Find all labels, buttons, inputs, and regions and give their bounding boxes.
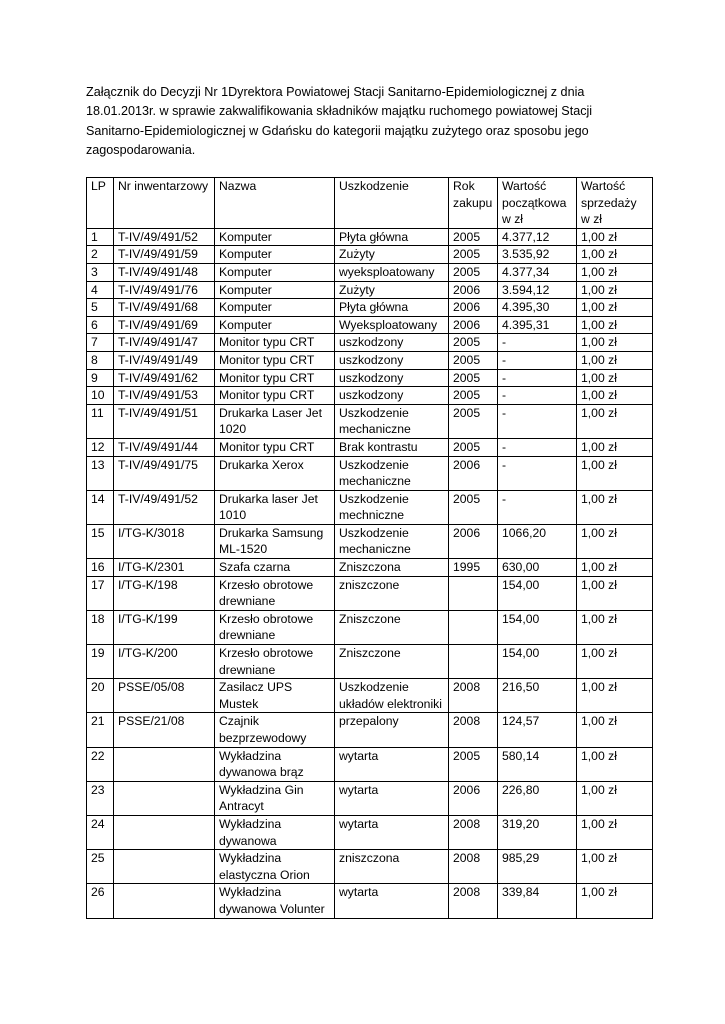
cell-nazwa: Komputer bbox=[215, 281, 335, 299]
cell-wartosc-sprzedazy: 1,00 zł bbox=[577, 781, 653, 815]
cell-nr: PSSE/05/08 bbox=[114, 679, 215, 713]
table-row bbox=[87, 387, 653, 405]
cell-lp: 17 bbox=[87, 576, 114, 610]
table-row bbox=[87, 713, 653, 747]
cell-uszkodzenie: wytarta bbox=[335, 884, 449, 918]
cell-uszkodzenie: wytarta bbox=[335, 815, 449, 849]
cell-nazwa: Monitor typu CRT bbox=[215, 334, 335, 352]
table-row bbox=[87, 456, 653, 490]
cell-lp: 26 bbox=[87, 884, 114, 918]
cell-rok: 2005 bbox=[449, 228, 498, 246]
header-row bbox=[87, 178, 653, 229]
table-row bbox=[87, 850, 653, 884]
cell-nr: T-IV/49/491/44 bbox=[114, 438, 215, 456]
cell-uszkodzenie: Wyeksploatowany bbox=[335, 316, 449, 334]
cell-nazwa: Komputer bbox=[215, 263, 335, 281]
cell-wartosc-sprzedazy: 1,00 zł bbox=[577, 369, 653, 387]
cell-nazwa: Zasilacz UPS Mustek bbox=[215, 679, 335, 713]
cell-rok: 2008 bbox=[449, 884, 498, 918]
cell-rok bbox=[449, 645, 498, 679]
cell-lp: 2 bbox=[87, 246, 114, 264]
table-row bbox=[87, 351, 653, 369]
cell-nr: I/TG-K/198 bbox=[114, 576, 215, 610]
cell-nazwa: Drukarka laser Jet 1010 bbox=[215, 490, 335, 524]
cell-rok: 2005 bbox=[449, 351, 498, 369]
cell-rok: 2006 bbox=[449, 781, 498, 815]
cell-nr: T-IV/49/491/69 bbox=[114, 316, 215, 334]
cell-nr: T-IV/49/491/49 bbox=[114, 351, 215, 369]
cell-lp: 11 bbox=[87, 404, 114, 438]
cell-lp: 13 bbox=[87, 456, 114, 490]
cell-nr: T-IV/49/491/76 bbox=[114, 281, 215, 299]
cell-wartosc-sprzedazy: 1,00 zł bbox=[577, 713, 653, 747]
cell-uszkodzenie: Brak kontrastu bbox=[335, 438, 449, 456]
cell-rok: 2006 bbox=[449, 281, 498, 299]
cell-uszkodzenie: wytarta bbox=[335, 781, 449, 815]
cell-lp: 7 bbox=[87, 334, 114, 352]
cell-nr: T-IV/49/491/62 bbox=[114, 369, 215, 387]
cell-wartosc-sprzedazy: 1,00 zł bbox=[577, 679, 653, 713]
cell-wartosc-poczatkowa: 319,20 bbox=[498, 815, 577, 849]
cell-lp: 8 bbox=[87, 351, 114, 369]
cell-rok: 2005 bbox=[449, 490, 498, 524]
table-body bbox=[87, 228, 653, 918]
cell-wartosc-poczatkowa: 154,00 bbox=[498, 645, 577, 679]
cell-lp: 18 bbox=[87, 610, 114, 644]
cell-lp: 14 bbox=[87, 490, 114, 524]
header-rok: Rok zakupu bbox=[449, 178, 498, 229]
cell-rok: 2005 bbox=[449, 246, 498, 264]
cell-wartosc-sprzedazy: 1,00 zł bbox=[577, 645, 653, 679]
cell-wartosc-poczatkowa: - bbox=[498, 438, 577, 456]
cell-wartosc-sprzedazy: 1,00 zł bbox=[577, 387, 653, 405]
header-uszkodzenie: Uszkodzenie bbox=[335, 178, 449, 229]
cell-wartosc-poczatkowa: 124,57 bbox=[498, 713, 577, 747]
cell-nazwa: Komputer bbox=[215, 299, 335, 317]
cell-nazwa: Drukarka Samsung ML-1520 bbox=[215, 524, 335, 558]
cell-wartosc-sprzedazy: 1,00 zł bbox=[577, 263, 653, 281]
cell-uszkodzenie: zniszczona bbox=[335, 850, 449, 884]
cell-lp: 22 bbox=[87, 747, 114, 781]
cell-wartosc-sprzedazy: 1,00 zł bbox=[577, 246, 653, 264]
cell-lp: 6 bbox=[87, 316, 114, 334]
cell-nazwa: Wykładzina elastyczna Orion bbox=[215, 850, 335, 884]
cell-wartosc-poczatkowa: 339,84 bbox=[498, 884, 577, 918]
cell-uszkodzenie: Uszkodzenie układów elektroniki bbox=[335, 679, 449, 713]
table-row bbox=[87, 316, 653, 334]
cell-uszkodzenie: Zniszczone bbox=[335, 610, 449, 644]
cell-wartosc-poczatkowa: 226,80 bbox=[498, 781, 577, 815]
cell-nr: I/TG-K/3018 bbox=[114, 524, 215, 558]
cell-lp: 3 bbox=[87, 263, 114, 281]
table-row bbox=[87, 246, 653, 264]
cell-uszkodzenie: wytarta bbox=[335, 747, 449, 781]
cell-wartosc-poczatkowa: 154,00 bbox=[498, 610, 577, 644]
cell-uszkodzenie: Uszkodzenie mechaniczne bbox=[335, 456, 449, 490]
table-row bbox=[87, 645, 653, 679]
cell-wartosc-poczatkowa: 580,14 bbox=[498, 747, 577, 781]
cell-rok: 2005 bbox=[449, 438, 498, 456]
cell-rok: 2008 bbox=[449, 815, 498, 849]
cell-uszkodzenie: Zużyty bbox=[335, 281, 449, 299]
cell-rok: 2005 bbox=[449, 404, 498, 438]
cell-nr: T-IV/49/491/47 bbox=[114, 334, 215, 352]
cell-nazwa: Monitor typu CRT bbox=[215, 387, 335, 405]
cell-nazwa: Wykładzina Gin Antracyt bbox=[215, 781, 335, 815]
cell-wartosc-sprzedazy: 1,00 zł bbox=[577, 815, 653, 849]
cell-uszkodzenie: uszkodzony bbox=[335, 334, 449, 352]
cell-rok: 2006 bbox=[449, 316, 498, 334]
table-row bbox=[87, 610, 653, 644]
table-row bbox=[87, 438, 653, 456]
cell-uszkodzenie: Zniszczone bbox=[335, 645, 449, 679]
cell-nazwa: Monitor typu CRT bbox=[215, 438, 335, 456]
header-wartosc-sprzedazy: Wartość sprzedaży w zł bbox=[577, 178, 653, 229]
cell-wartosc-sprzedazy: 1,00 zł bbox=[577, 351, 653, 369]
cell-wartosc-sprzedazy: 1,00 zł bbox=[577, 228, 653, 246]
cell-wartosc-sprzedazy: 1,00 zł bbox=[577, 404, 653, 438]
cell-uszkodzenie: Zniszczona bbox=[335, 559, 449, 577]
table-row bbox=[87, 334, 653, 352]
cell-uszkodzenie: Płyta główna bbox=[335, 299, 449, 317]
cell-rok bbox=[449, 610, 498, 644]
cell-rok: 2008 bbox=[449, 713, 498, 747]
cell-wartosc-sprzedazy: 1,00 zł bbox=[577, 456, 653, 490]
cell-uszkodzenie: uszkodzony bbox=[335, 369, 449, 387]
cell-wartosc-poczatkowa: 630,00 bbox=[498, 559, 577, 577]
cell-nazwa: Monitor typu CRT bbox=[215, 351, 335, 369]
cell-wartosc-poczatkowa: - bbox=[498, 369, 577, 387]
cell-nazwa: Wykładzina dywanowa bbox=[215, 815, 335, 849]
cell-uszkodzenie: Zużyty bbox=[335, 246, 449, 264]
cell-uszkodzenie: przepalony bbox=[335, 713, 449, 747]
header-nr: Nr inwentarzowy bbox=[114, 178, 215, 229]
cell-wartosc-poczatkowa: 3.594,12 bbox=[498, 281, 577, 299]
cell-rok: 2008 bbox=[449, 850, 498, 884]
cell-nr: T-IV/49/491/51 bbox=[114, 404, 215, 438]
cell-nazwa: Wykładzina dywanowa Volunter bbox=[215, 884, 335, 918]
cell-wartosc-sprzedazy: 1,00 zł bbox=[577, 490, 653, 524]
cell-nazwa: Szafa czarna bbox=[215, 559, 335, 577]
header-nazwa: Nazwa bbox=[215, 178, 335, 229]
table-row bbox=[87, 815, 653, 849]
cell-wartosc-poczatkowa: - bbox=[498, 351, 577, 369]
cell-rok: 2005 bbox=[449, 747, 498, 781]
cell-wartosc-sprzedazy: 1,00 zł bbox=[577, 316, 653, 334]
cell-nr: T-IV/49/491/52 bbox=[114, 490, 215, 524]
cell-rok: 1995 bbox=[449, 559, 498, 577]
table-row bbox=[87, 281, 653, 299]
cell-uszkodzenie: wyeksploatowany bbox=[335, 263, 449, 281]
table-row bbox=[87, 679, 653, 713]
cell-nr bbox=[114, 850, 215, 884]
cell-wartosc-poczatkowa: - bbox=[498, 387, 577, 405]
cell-rok: 2005 bbox=[449, 387, 498, 405]
table-row bbox=[87, 369, 653, 387]
cell-nazwa: Komputer bbox=[215, 228, 335, 246]
cell-lp: 20 bbox=[87, 679, 114, 713]
table-row bbox=[87, 404, 653, 438]
cell-rok: 2005 bbox=[449, 263, 498, 281]
cell-rok bbox=[449, 576, 498, 610]
cell-rok: 2005 bbox=[449, 334, 498, 352]
cell-rok: 2006 bbox=[449, 456, 498, 490]
cell-nazwa: Drukarka Xerox bbox=[215, 456, 335, 490]
cell-nazwa: Czajnik bezprzewodowy bbox=[215, 713, 335, 747]
cell-nr: I/TG-K/200 bbox=[114, 645, 215, 679]
cell-nr: T-IV/49/491/48 bbox=[114, 263, 215, 281]
cell-wartosc-poczatkowa: 4.377,12 bbox=[498, 228, 577, 246]
cell-wartosc-sprzedazy: 1,00 zł bbox=[577, 559, 653, 577]
cell-lp: 23 bbox=[87, 781, 114, 815]
cell-wartosc-poczatkowa: 985,29 bbox=[498, 850, 577, 884]
cell-uszkodzenie: zniszczone bbox=[335, 576, 449, 610]
table-row bbox=[87, 263, 653, 281]
cell-wartosc-sprzedazy: 1,00 zł bbox=[577, 850, 653, 884]
cell-wartosc-sprzedazy: 1,00 zł bbox=[577, 438, 653, 456]
cell-wartosc-sprzedazy: 1,00 zł bbox=[577, 524, 653, 558]
cell-nr: T-IV/49/491/59 bbox=[114, 246, 215, 264]
cell-rok: 2006 bbox=[449, 299, 498, 317]
cell-lp: 21 bbox=[87, 713, 114, 747]
intro-paragraph: Załącznik do Decyzji Nr 1Dyrektora Powiatowej Stacji Sanitarno-Epidemiologicznej z dnia 18.01.2013r. w sprawie zakwalifikowania składników majątku ruchomego powiatowej Stacji Sanitarno-Epidemiologicznej w Gdańsku do kategorii majątku zużytego oraz sposobu jego zagospodarowania. bbox=[86, 85, 593, 158]
cell-rok: 2006 bbox=[449, 524, 498, 558]
cell-nazwa: Komputer bbox=[215, 246, 335, 264]
cell-nr: PSSE/21/08 bbox=[114, 713, 215, 747]
cell-nazwa: Krzesło obrotowe drewniane bbox=[215, 576, 335, 610]
cell-nr bbox=[114, 884, 215, 918]
cell-nazwa: Wykładzina dywanowa brąz bbox=[215, 747, 335, 781]
cell-lp: 16 bbox=[87, 559, 114, 577]
cell-nr bbox=[114, 781, 215, 815]
inventory-table bbox=[86, 177, 653, 919]
table-row bbox=[87, 524, 653, 558]
cell-nr: T-IV/49/491/52 bbox=[114, 228, 215, 246]
table-row bbox=[87, 781, 653, 815]
cell-lp: 24 bbox=[87, 815, 114, 849]
table-row bbox=[87, 884, 653, 918]
table-row bbox=[87, 576, 653, 610]
table-row bbox=[87, 490, 653, 524]
cell-uszkodzenie: uszkodzony bbox=[335, 387, 449, 405]
cell-lp: 10 bbox=[87, 387, 114, 405]
cell-nazwa: Drukarka Laser Jet 1020 bbox=[215, 404, 335, 438]
header-lp: LP bbox=[87, 178, 114, 229]
cell-wartosc-poczatkowa: 216,50 bbox=[498, 679, 577, 713]
cell-rok: 2005 bbox=[449, 369, 498, 387]
cell-nazwa: Krzesło obrotowe drewniane bbox=[215, 610, 335, 644]
cell-wartosc-poczatkowa: 154,00 bbox=[498, 576, 577, 610]
cell-wartosc-poczatkowa: - bbox=[498, 404, 577, 438]
cell-nr: I/TG-K/199 bbox=[114, 610, 215, 644]
cell-nazwa: Komputer bbox=[215, 316, 335, 334]
cell-rok: 2008 bbox=[449, 679, 498, 713]
table-row bbox=[87, 559, 653, 577]
table-row bbox=[87, 299, 653, 317]
cell-wartosc-poczatkowa: - bbox=[498, 334, 577, 352]
cell-wartosc-poczatkowa: - bbox=[498, 456, 577, 490]
cell-wartosc-poczatkowa: - bbox=[498, 490, 577, 524]
cell-uszkodzenie: uszkodzony bbox=[335, 351, 449, 369]
cell-lp: 25 bbox=[87, 850, 114, 884]
cell-nr: T-IV/49/491/75 bbox=[114, 456, 215, 490]
cell-uszkodzenie: Uszkodzenie mechaniczne bbox=[335, 524, 449, 558]
cell-lp: 5 bbox=[87, 299, 114, 317]
cell-wartosc-sprzedazy: 1,00 zł bbox=[577, 747, 653, 781]
cell-lp: 12 bbox=[87, 438, 114, 456]
cell-nr bbox=[114, 815, 215, 849]
cell-wartosc-sprzedazy: 1,00 zł bbox=[577, 610, 653, 644]
cell-nr: I/TG-K/2301 bbox=[114, 559, 215, 577]
cell-lp: 1 bbox=[87, 228, 114, 246]
cell-nr bbox=[114, 747, 215, 781]
cell-uszkodzenie: Uszkodzenie mechniczne bbox=[335, 490, 449, 524]
cell-wartosc-poczatkowa: 3.535,92 bbox=[498, 246, 577, 264]
header-wartosc-poczatkowa: Wartość początkowa w zł bbox=[498, 178, 577, 229]
cell-wartosc-poczatkowa: 4.395,30 bbox=[498, 299, 577, 317]
cell-nr: T-IV/49/491/53 bbox=[114, 387, 215, 405]
cell-uszkodzenie: Płyta główna bbox=[335, 228, 449, 246]
cell-wartosc-sprzedazy: 1,00 zł bbox=[577, 299, 653, 317]
cell-lp: 9 bbox=[87, 369, 114, 387]
cell-wartosc-poczatkowa: 4.395,31 bbox=[498, 316, 577, 334]
cell-lp: 15 bbox=[87, 524, 114, 558]
table-row bbox=[87, 228, 653, 246]
cell-wartosc-poczatkowa: 1066,20 bbox=[498, 524, 577, 558]
cell-uszkodzenie: Uszkodzenie mechaniczne bbox=[335, 404, 449, 438]
cell-nazwa: Monitor typu CRT bbox=[215, 369, 335, 387]
cell-nr: T-IV/49/491/68 bbox=[114, 299, 215, 317]
cell-nazwa: Krzesło obrotowe drewniane bbox=[215, 645, 335, 679]
cell-wartosc-sprzedazy: 1,00 zł bbox=[577, 576, 653, 610]
cell-wartosc-sprzedazy: 1,00 zł bbox=[577, 884, 653, 918]
table-row bbox=[87, 747, 653, 781]
cell-wartosc-sprzedazy: 1,00 zł bbox=[577, 334, 653, 352]
cell-wartosc-sprzedazy: 1,00 zł bbox=[577, 281, 653, 299]
cell-lp: 4 bbox=[87, 281, 114, 299]
cell-lp: 19 bbox=[87, 645, 114, 679]
cell-wartosc-poczatkowa: 4.377,34 bbox=[498, 263, 577, 281]
